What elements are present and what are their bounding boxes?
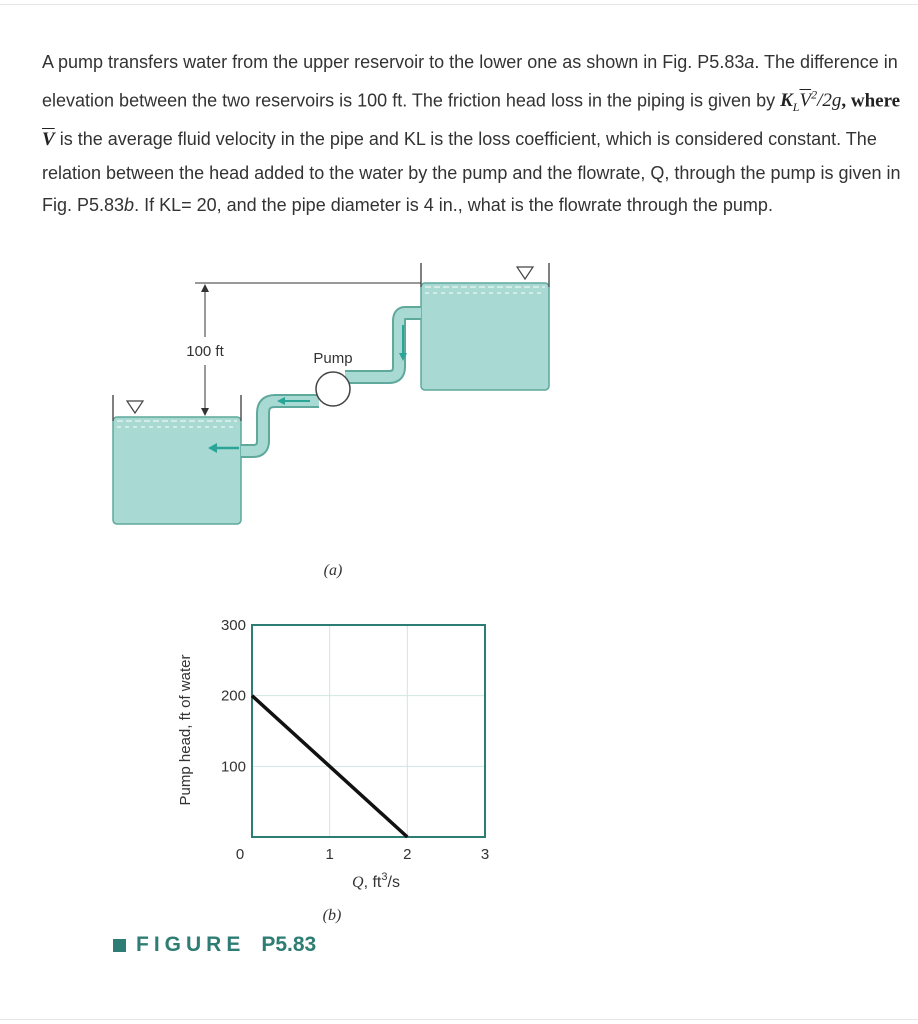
velocity-symbol: $\overline{V}$	[42, 129, 55, 151]
y-tick-label: 300	[220, 617, 246, 634]
chart-plot-area	[252, 625, 485, 837]
chart-y-ticks	[221, 617, 246, 775]
formula-v: $\overline{V}$	[799, 89, 812, 111]
figure-a-sublabel: (a)	[323, 562, 343, 579]
figure-a-diagram	[105, 255, 565, 585]
fig-a-ref: a	[744, 52, 755, 72]
problem-text	[42, 46, 902, 222]
formula-l-sub: L	[792, 99, 800, 114]
problem-sentence-2: is the average fluid velocity in the pipe and KL is the loss coefficient, which is considered constant. The relation between the head added to the water by the pump and the flowrate, Q, through the pump is given in Fig. P5.83	[42, 129, 901, 216]
figure-b-sublabel: (b)	[322, 907, 342, 924]
y-tick-label: 100	[220, 758, 246, 776]
x-axis-label	[352, 871, 400, 891]
pump	[313, 350, 352, 406]
plot-background	[252, 625, 485, 837]
caption-square-icon	[113, 939, 126, 952]
problem-sentence-1-end: . The difference in elevation between the two reservoirs is 100 ft. The friction head loss in the piping is given by	[42, 52, 898, 110]
x-tick-label: 1	[325, 846, 334, 863]
x-axis-label-sup: 3	[381, 871, 388, 883]
pump-label: Pump	[313, 350, 353, 367]
bottom-divider	[0, 1019, 918, 1020]
where-text: , where	[841, 89, 901, 111]
formula-rest: /2g	[817, 89, 842, 111]
y-axis-label: Pump head, ft of water	[177, 654, 194, 806]
lower-reservoir	[113, 395, 241, 524]
x-axis-label-units: , ft	[363, 874, 382, 891]
problem-sentence-1: A pump transfers water from the upper reservoir to the lower one as shown in Fig. P5.83	[42, 52, 745, 72]
water-level-marker-lower	[127, 401, 143, 413]
figure-b-chart	[160, 605, 520, 935]
x-tick-label: 0	[235, 846, 245, 863]
x-axis-label-q: Q	[352, 874, 364, 891]
x-axis-label-end: /s	[387, 874, 400, 891]
fig-b-ref: b	[124, 195, 135, 216]
formula-square: 2	[811, 87, 818, 102]
chart-x-ticks	[236, 846, 489, 863]
caption-word: FIGURE	[136, 933, 246, 956]
x-tick-label: 3	[480, 846, 490, 863]
upper-reservoir	[421, 263, 549, 390]
water-level-marker-upper	[517, 267, 533, 279]
elevation-label: 100 ft	[186, 343, 224, 360]
formula-k: K	[780, 89, 793, 111]
problem-statement	[42, 46, 902, 222]
top-divider	[0, 4, 918, 5]
caption-number: P5.83	[261, 933, 317, 956]
x-tick-label: 2	[403, 846, 412, 863]
y-tick-label: 200	[220, 687, 246, 705]
problem-sentence-3: . If KL= 20, and the pipe diameter is 4 in., what is the flowrate through the pump.	[134, 195, 773, 216]
figure-caption	[113, 930, 316, 960]
